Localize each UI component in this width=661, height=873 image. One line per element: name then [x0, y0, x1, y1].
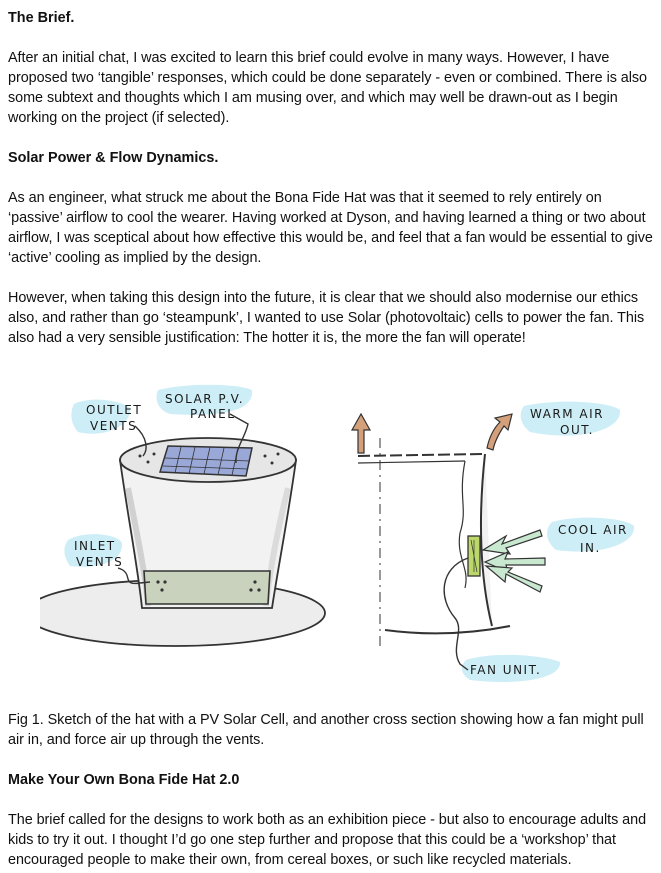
warm-air-arrow-left	[352, 414, 370, 453]
figure-caption: Fig 1. Sketch of the hat with a PV Solar Cell, and another cross section showing how a fan might pull air in, and force air up through the vents.	[8, 712, 644, 748]
label-outlet-vents-2: VENTS	[90, 419, 138, 433]
fan-leader-line	[444, 558, 468, 670]
label-cool-air-2: IN.	[580, 541, 601, 555]
top-section	[358, 454, 485, 456]
cool-air-arrow-1	[483, 530, 542, 554]
paragraph-brief: After an initial chat, I was excited to learn this brief could evolve in many ways. However, I have proposed two ‘tangible’ responses, which could be done separately - even or combined. There is also some subtext and thoughts which I am musing over, and which may well be drawn-out as I begin working on the project (if selected).	[8, 50, 648, 126]
label-warm-air-1: WARM AIR	[530, 407, 605, 421]
label-solar-panel-2: PANEL	[190, 407, 236, 421]
hat-sketch-figure	[40, 368, 640, 698]
hat-band	[144, 571, 270, 604]
paragraph-solar-1: As an engineer, what struck me about the Bona Fide Hat was that it seemed to rely entirely on ‘passive’ airflow to cool the wearer. Having worked at Dyson, and having learned a thing or two about airflow, I was sceptical about how effective this would be, and feel that a fan would be essential to give ‘active’ cooling as implied by the design.	[8, 190, 653, 266]
label-outlet-vents-1: OUTLET	[86, 403, 143, 417]
crown-wall	[481, 454, 492, 626]
heading-make-your-own: Make Your Own Bona Fide Hat 2.0	[8, 772, 240, 788]
label-warm-air-2: OUT.	[560, 423, 594, 437]
brim-section	[385, 626, 510, 633]
paragraph-make-your-own: The brief called for the designs to work both as an exhibition piece - but also to encourage adults and kids to try it out. I thought I’d go one step further and propose that this could be a ‘workshop’ that encouraged people to make their own, from cereal boxes, or such like recycled materials.	[8, 812, 647, 868]
heading-the-brief: The Brief.	[8, 10, 75, 26]
cool-air-arrow-3	[486, 566, 542, 592]
label-solar-panel-1: SOLAR P.V.	[165, 392, 245, 406]
label-inlet-vents-2: VENTS	[76, 555, 124, 569]
hat-sketch-illustration	[40, 368, 640, 698]
label-inlet-vents-1: INLET	[74, 539, 116, 553]
label-fan-unit: FAN UNIT.	[470, 663, 542, 677]
heading-solar-power: Solar Power & Flow Dynamics.	[8, 150, 219, 166]
paragraph-solar-2: However, when taking this design into the future, it is clear that we should also modernise our ethics also, and rather than go ‘steampunk’, I wanted to use Solar (photovoltaic) cells to power the fan. This also had a very sensible justification: The hotter it is, the more the fan will operate!	[8, 290, 645, 346]
warm-air-arrow-right	[487, 414, 512, 450]
label-cool-air-1: COOL AIR	[558, 523, 628, 537]
